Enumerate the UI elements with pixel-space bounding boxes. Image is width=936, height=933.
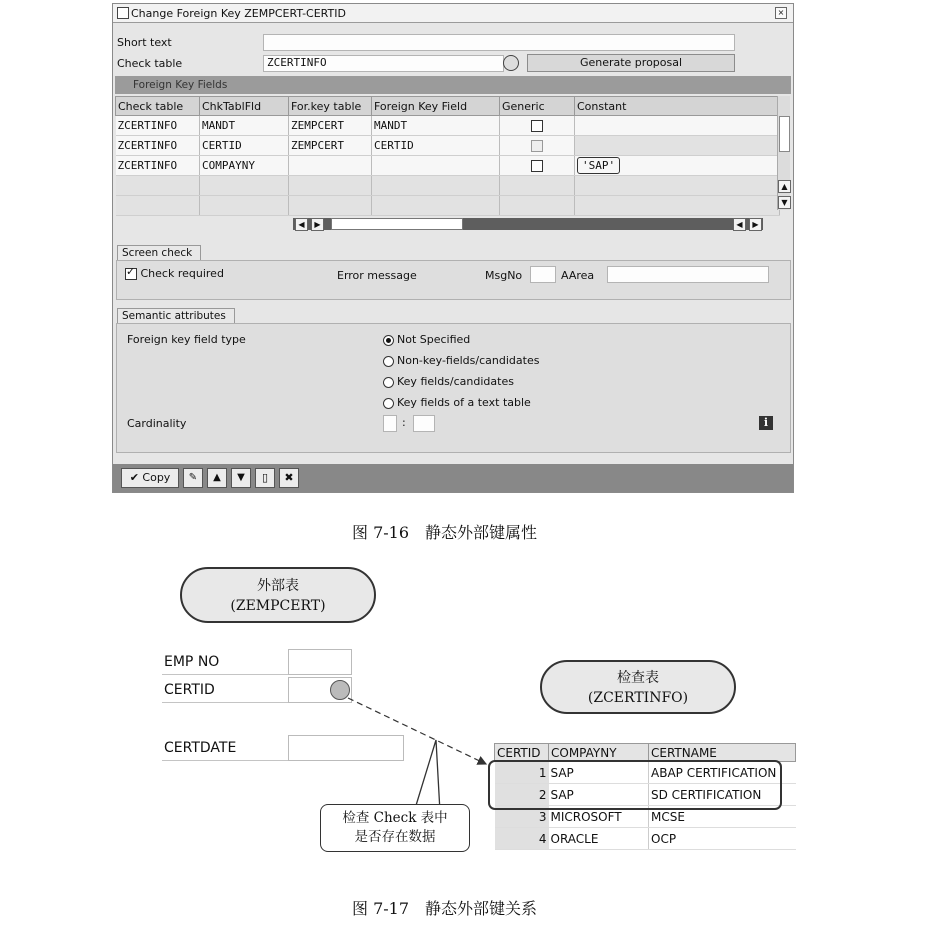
- check-required-checkbox[interactable]: ✓: [126, 265, 136, 278]
- cell-company: SAP: [549, 762, 649, 784]
- col-header: COMPAYNY: [549, 744, 649, 762]
- col-header: CERTID: [495, 744, 549, 762]
- cell-certid: 4: [495, 828, 549, 850]
- scroll-left-icon[interactable]: ◀: [295, 218, 308, 231]
- screen-check-tab: Screen check: [117, 245, 201, 260]
- cell-fk-field[interactable]: CERTID: [372, 136, 500, 156]
- callout-note: [320, 804, 470, 852]
- check-icon: ✔: [129, 471, 139, 484]
- cancel-icon[interactable]: ✖: [279, 468, 299, 488]
- table-row: [495, 828, 796, 850]
- cell-certname: OCP: [649, 828, 796, 850]
- cardinality-label: Cardinality: [127, 417, 187, 430]
- cell-company: MICROSOFT: [549, 806, 649, 828]
- check-required-option[interactable]: ✓ Check required: [126, 265, 224, 280]
- callout-pointer: [414, 740, 440, 812]
- cell-chk-field[interactable]: MANDT: [200, 116, 289, 136]
- msgno-label: MsgNo: [485, 269, 523, 282]
- scroll-down-icon[interactable]: ▼: [778, 196, 791, 209]
- check-table-label: Check table: [117, 57, 183, 70]
- cell-fk-table[interactable]: ZEMPCERT: [289, 116, 372, 136]
- scroll-left-icon[interactable]: ◀: [733, 218, 746, 231]
- error-message-label: Error message: [337, 269, 417, 282]
- cell-certname: ABAP CERTIFICATION: [649, 762, 796, 784]
- check-table-title: 检查表: [617, 670, 659, 686]
- scroll-up-icon[interactable]: ▲: [778, 180, 791, 193]
- display-change-icon[interactable]: ✎: [183, 468, 203, 488]
- cell-check-table[interactable]: ZCERTINFO: [116, 136, 200, 156]
- cell-certname: MCSE: [649, 806, 796, 828]
- figure-caption-7-16: 图 7-16 静态外部键属性: [352, 523, 538, 542]
- figure-caption-7-17: 图 7-17 静态外部键关系: [352, 899, 538, 918]
- col-header[interactable]: Generic: [500, 97, 575, 116]
- delete-icon[interactable]: ▯: [255, 468, 275, 488]
- cell-check-table[interactable]: ZCERTINFO: [116, 116, 200, 136]
- foreign-table-title: 外部表: [257, 578, 299, 594]
- cell-certname: SD CERTIFICATION: [649, 784, 796, 806]
- cell-company: ORACLE: [549, 828, 649, 850]
- dashed-arrow: [348, 698, 486, 764]
- field-emp-no: EMP NO: [164, 654, 220, 670]
- cell-certid: 2: [495, 784, 549, 806]
- generate-proposal-button[interactable]: Generate proposal: [527, 54, 735, 72]
- check-table-name: (ZCERTINFO): [587, 690, 689, 706]
- cell-fk-field[interactable]: MANDT: [372, 116, 500, 136]
- close-icon[interactable]: ×: [775, 7, 787, 19]
- fk-field-type-label: Foreign key field type: [127, 333, 246, 346]
- col-header[interactable]: ChkTablFld: [200, 97, 289, 116]
- scroll-right-icon[interactable]: ▶: [311, 218, 324, 231]
- col-header[interactable]: Foreign Key Field: [372, 97, 500, 116]
- col-header: CERTNAME: [649, 744, 796, 762]
- highlight-rows-box: [488, 760, 782, 810]
- field-certid: CERTID: [164, 682, 215, 698]
- info-icon[interactable]: i: [759, 416, 773, 430]
- col-header[interactable]: Constant: [575, 97, 780, 116]
- cell-company: SAP: [549, 784, 649, 806]
- cell-chk-field[interactable]: CERTID: [200, 136, 289, 156]
- callout-line-2: 是否存在数据: [354, 829, 436, 845]
- radio-not-specified[interactable]: Not Specified: [383, 333, 470, 346]
- cell-certid: 1: [495, 762, 549, 784]
- aarea-label: AArea: [561, 269, 595, 282]
- move-up-icon[interactable]: ▲: [207, 468, 227, 488]
- constant-value: 'SAP': [577, 157, 620, 174]
- dialog-title: Change Foreign Key ZEMPCERT-CERTID: [131, 7, 346, 20]
- semantic-attributes-tab: Semantic attributes: [117, 308, 235, 323]
- col-header[interactable]: For.key table: [289, 97, 372, 116]
- field-certdate: CERTDATE: [164, 740, 237, 756]
- short-text-label: Short text: [117, 36, 172, 49]
- check-table-field[interactable]: ZCERTINFO: [263, 55, 504, 72]
- callout-line-1: 检查 Check 表中: [342, 810, 448, 826]
- foreign-table-name: (ZEMPCERT): [230, 598, 326, 614]
- scroll-right-icon[interactable]: ▶: [749, 218, 762, 231]
- radio-key-fields[interactable]: Key fields/candidates: [383, 375, 514, 388]
- cell-fk-table[interactable]: ZEMPCERT: [289, 136, 372, 156]
- radio-key-fields-text-table[interactable]: Key fields of a text table: [383, 396, 531, 409]
- copy-button[interactable]: ✔ Copy: [121, 468, 179, 488]
- cell-check-table[interactable]: ZCERTINFO: [116, 156, 200, 176]
- cell-certid: 3: [495, 806, 549, 828]
- cardinality-separator: :: [402, 416, 406, 429]
- move-down-icon[interactable]: ▼: [231, 468, 251, 488]
- fk-fields-section-header: Foreign Key Fields: [115, 76, 791, 94]
- radio-non-key-fields[interactable]: Non-key-fields/candidates: [383, 354, 539, 367]
- col-header[interactable]: Check table: [116, 97, 200, 116]
- cell-chk-field[interactable]: COMPAYNY: [200, 156, 289, 176]
